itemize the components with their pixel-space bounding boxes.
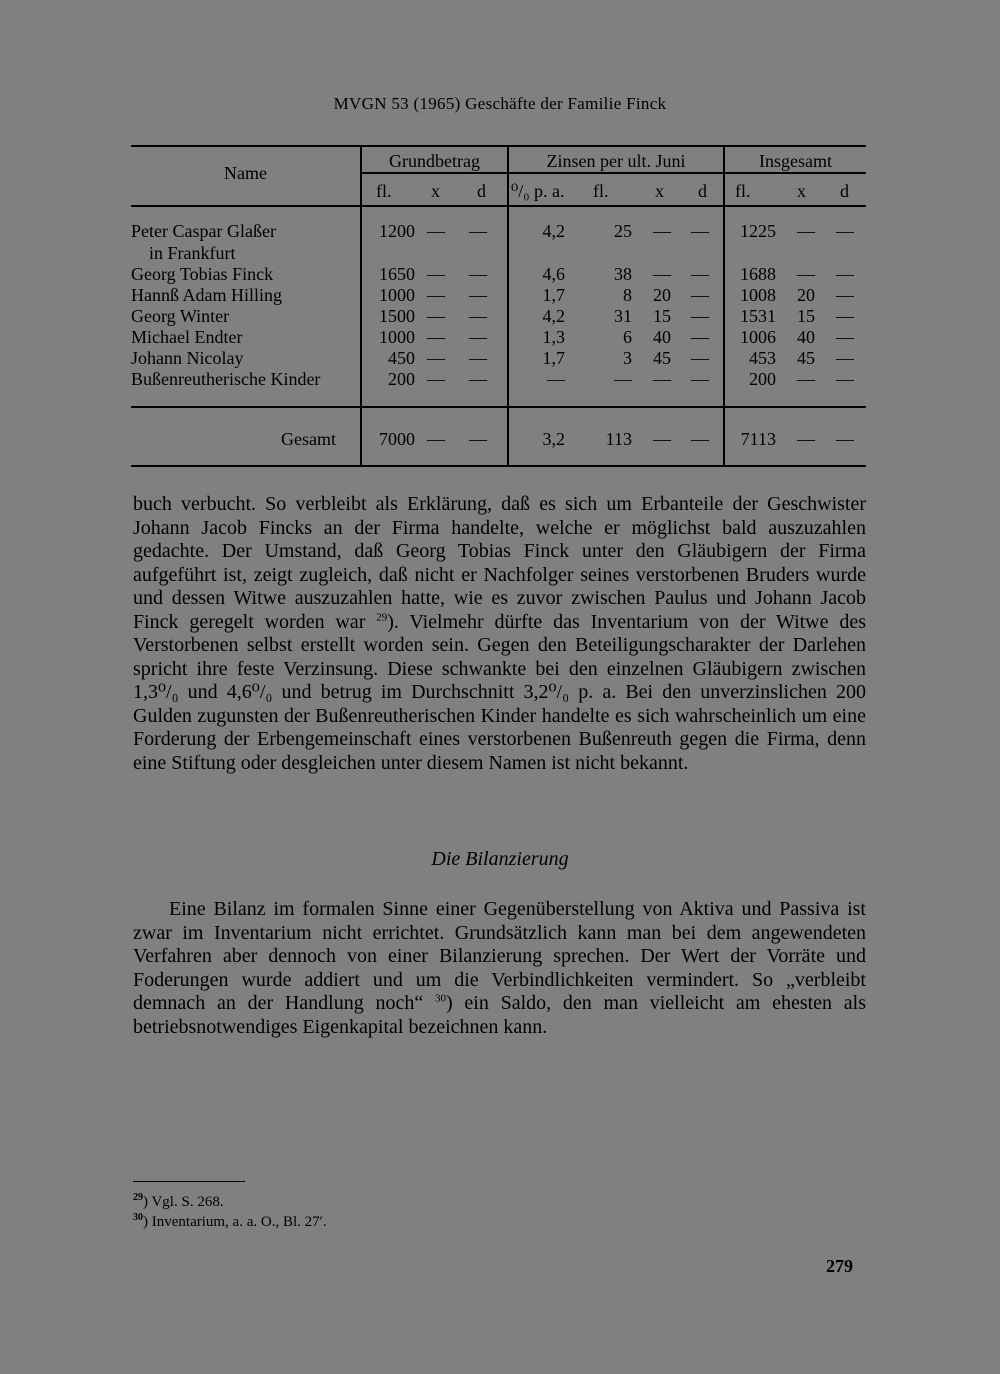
row-cell-i_d: — [836, 285, 854, 305]
row-cell-g_x: — [427, 285, 445, 305]
footnote-number: 30 [133, 1212, 143, 1223]
footnote-30 [133, 1212, 327, 1232]
total-cell-i_x: — [797, 429, 815, 449]
row-cell-i_fl: 1006 [740, 327, 776, 347]
total-label: Gesamt [281, 429, 336, 449]
total-cell-z_d: — [691, 429, 709, 449]
creditors-table [131, 145, 866, 467]
row-cell-g_fl: 1500 [379, 306, 415, 326]
row-cell-z_x: — [653, 369, 671, 389]
row-cell-z_d: — [691, 348, 709, 368]
column-subheader: x [655, 181, 664, 201]
row-cell-i_fl: 1225 [740, 221, 776, 241]
column-subheader: x [797, 181, 806, 201]
row-cell-g_d: — [469, 306, 487, 326]
column-header-grundbetrag: Grundbetrag [389, 151, 480, 171]
row-cell-pct: — [547, 369, 565, 389]
paragraph-1 [133, 493, 866, 775]
column-subheader: fl. [376, 181, 392, 201]
row-cell-i_d: — [836, 369, 854, 389]
row-name: Bußenreutherische Kinder [131, 369, 321, 389]
paragraph-1-text-b: ). Vielmehr dürfte das Inventarium von der Witwe des Verstorbenen selbst erstellt worden sein. Gegen den Beteiligungscharakter der Darlehen spricht ihre feste Verzinsung. Diese schwankte bei den einzelnen Gläubigern zwischen 1,3⁰/₀ und 4,6⁰/₀ und betrug im Durchschnitt 3,2⁰/₀ p. a. Bei den unverzinslichen 200 Gulden zugunsten der Bußenreutherischen Kinder handelte es sich wahrscheinlich um eine Forderung der Erbengemeinschaft eines verstorbenen Bußenreuth gegen die Firma, denn eine Stiftung oder desgleichen unter diesem Namen ist nicht bekannt. [133, 610, 866, 774]
row-cell-i_x: 15 [797, 306, 815, 326]
row-cell-i_d: — [836, 348, 854, 368]
total-cell-i_d: — [836, 429, 854, 449]
row-cell-g_d: — [469, 285, 487, 305]
row-cell-z_d: — [691, 327, 709, 347]
row-cell-pct: 1,7 [542, 285, 565, 305]
row-cell-z_x: — [653, 264, 671, 284]
row-cell-z_x: 15 [653, 306, 671, 326]
column-subheader: d [840, 181, 849, 201]
row-cell-z_d: — [691, 306, 709, 326]
row-cell-i_x: 40 [797, 327, 815, 347]
table-header-rule [131, 205, 866, 207]
row-cell-z_fl: — [614, 369, 632, 389]
paragraph-2-text-b: ) ein Saldo, den man vielleicht am ehesten als betriebsnotwendiges Eigenkapital bezeichnen kann. [133, 992, 867, 1038]
row-cell-g_x: — [427, 221, 445, 241]
row-cell-i_x: 20 [797, 285, 815, 305]
row-cell-i_fl: 453 [749, 348, 776, 368]
running-header: MVGN 53 (1965) Geschäfte der Familie Finck [333, 94, 667, 113]
table-bottom-rule [131, 465, 866, 467]
row-cell-i_x: — [797, 221, 815, 241]
table-group-rule [361, 172, 866, 174]
row-cell-z_fl: 25 [614, 221, 632, 241]
row-cell-g_x: — [427, 327, 445, 347]
row-cell-pct: 4,2 [542, 221, 565, 241]
column-header-zinsen: Zinsen per ult. Juni [546, 151, 686, 171]
row-cell-pct: 4,6 [542, 264, 565, 284]
total-cell-i_fl: 7113 [740, 429, 776, 449]
row-name: Michael Endter [131, 327, 243, 347]
row-cell-i_d: — [836, 264, 854, 284]
paragraph-1-text-a: buch verbucht. So verbleibt als Erklärung, daß es sich um Erbanteile der Geschwister Johann Jacob Fincks an der Firma handelte, welche er möglichst bald auszuzahlen gedachte. Der Umstand, daß Georg Tobias Finck unter den Gläubigern der Firma aufgeführt ist, zeigt zugleich, daß nicht er Nachfolger seines verstorbenen Bruders wurde und dessen Witwe auszuzahlen hatte, wie es zuvor zwischen Paulus und Johann Jacob Finck geregelt worden war [133, 493, 866, 633]
row-cell-i_fl: 1688 [740, 264, 776, 284]
row-cell-g_fl: 1200 [379, 221, 415, 241]
row-cell-i_x: 45 [797, 348, 815, 368]
row-cell-i_fl: 200 [749, 369, 776, 389]
row-cell-z_x: 40 [653, 327, 671, 347]
paragraph-2 [133, 898, 866, 1039]
total-cell-pct: 3,2 [542, 429, 565, 449]
row-cell-z_d: — [691, 221, 709, 241]
row-name: Peter Caspar Glaßer [131, 221, 276, 241]
total-cell-g_d: — [469, 429, 487, 449]
total-cell-z_x: — [653, 429, 671, 449]
row-cell-z_fl: 3 [623, 348, 632, 368]
table-total-rule [131, 406, 866, 408]
page-number: 279 [826, 1256, 853, 1276]
row-cell-g_x: — [427, 348, 445, 368]
row-cell-z_fl: 31 [614, 306, 632, 326]
row-cell-i_fl: 1008 [740, 285, 776, 305]
row-name-continuation: in Frankfurt [149, 243, 236, 263]
row-cell-g_fl: 1650 [379, 264, 415, 284]
footnote-number: 29 [133, 1192, 143, 1203]
footnote-ref-30[interactable]: 30 [435, 992, 447, 1005]
row-cell-z_fl: 6 [623, 327, 632, 347]
row-cell-g_x: — [427, 369, 445, 389]
column-subheader: d [698, 181, 707, 201]
row-cell-g_x: — [427, 306, 445, 326]
row-cell-g_d: — [469, 327, 487, 347]
paragraph-2-text-a: Eine Bilanz im formalen Sinne einer Gegenüberstellung von Aktiva und Passiva ist zwar im Inventarium nicht errichtet. Grundsätzlich kann man bei dem angewendeten Verfahren aber dennoch von einer Bilanzierung sprechen. Der Wert der Vorräte und Foderungen wurde addiert und um die Verbindlichkeiten vermindert. So „verbleibt demnach an der Handlung noch“ [133, 898, 866, 1014]
row-cell-z_d: — [691, 369, 709, 389]
row-cell-i_x: — [797, 264, 815, 284]
row-cell-i_d: — [836, 221, 854, 241]
row-cell-z_x: — [653, 221, 671, 241]
row-name: Georg Tobias Finck [131, 264, 274, 284]
row-cell-z_fl: 38 [614, 264, 632, 284]
row-cell-g_fl: 1000 [379, 285, 415, 305]
total-cell-z_fl: 113 [605, 429, 632, 449]
column-subheader: d [477, 181, 486, 201]
row-cell-i_d: — [836, 306, 854, 326]
table-top-rule [131, 145, 866, 147]
row-name: Georg Winter [131, 306, 230, 326]
footnote-29 [133, 1192, 327, 1212]
row-cell-g_d: — [469, 264, 487, 284]
footnotes [133, 1192, 327, 1232]
column-subheader: fl. [593, 181, 609, 201]
row-cell-z_fl: 8 [623, 285, 632, 305]
row-cell-g_fl: 1000 [379, 327, 415, 347]
row-cell-i_fl: 1531 [740, 306, 776, 326]
row-cell-i_d: — [836, 327, 854, 347]
total-cell-g_x: — [427, 429, 445, 449]
column-subheader: ⁰/₀ p. a. [511, 181, 565, 201]
column-subheader: x [431, 181, 440, 201]
row-cell-pct: 1,3 [542, 327, 565, 347]
footnote-divider [133, 1181, 245, 1182]
row-cell-g_x: — [427, 264, 445, 284]
column-subheader: fl. [735, 181, 751, 201]
row-cell-z_x: 20 [653, 285, 671, 305]
row-name: Johann Nicolay [131, 348, 244, 368]
footnote-text: ) Vgl. S. 268. [143, 1194, 224, 1210]
column-header-insgesamt: Insgesamt [759, 151, 832, 171]
row-cell-g_fl: 450 [388, 348, 415, 368]
row-cell-pct: 1,7 [542, 348, 565, 368]
row-cell-g_fl: 200 [388, 369, 415, 389]
total-cell-g_fl: 7000 [379, 429, 415, 449]
row-cell-z_x: 45 [653, 348, 671, 368]
row-cell-pct: 4,2 [542, 306, 565, 326]
row-cell-g_d: — [469, 348, 487, 368]
row-cell-z_d: — [691, 264, 709, 284]
row-cell-z_d: — [691, 285, 709, 305]
footnote-ref-29[interactable]: 29 [376, 610, 388, 623]
row-cell-i_x: — [797, 369, 815, 389]
row-name: Hannß Adam Hilling [131, 285, 282, 305]
section-heading: Die Bilanzierung [431, 848, 569, 870]
footnote-text: ) Inventarium, a. a. O., Bl. 27′. [143, 1214, 327, 1230]
column-header-name: Name [224, 163, 267, 183]
row-cell-g_d: — [469, 221, 487, 241]
row-cell-g_d: — [469, 369, 487, 389]
